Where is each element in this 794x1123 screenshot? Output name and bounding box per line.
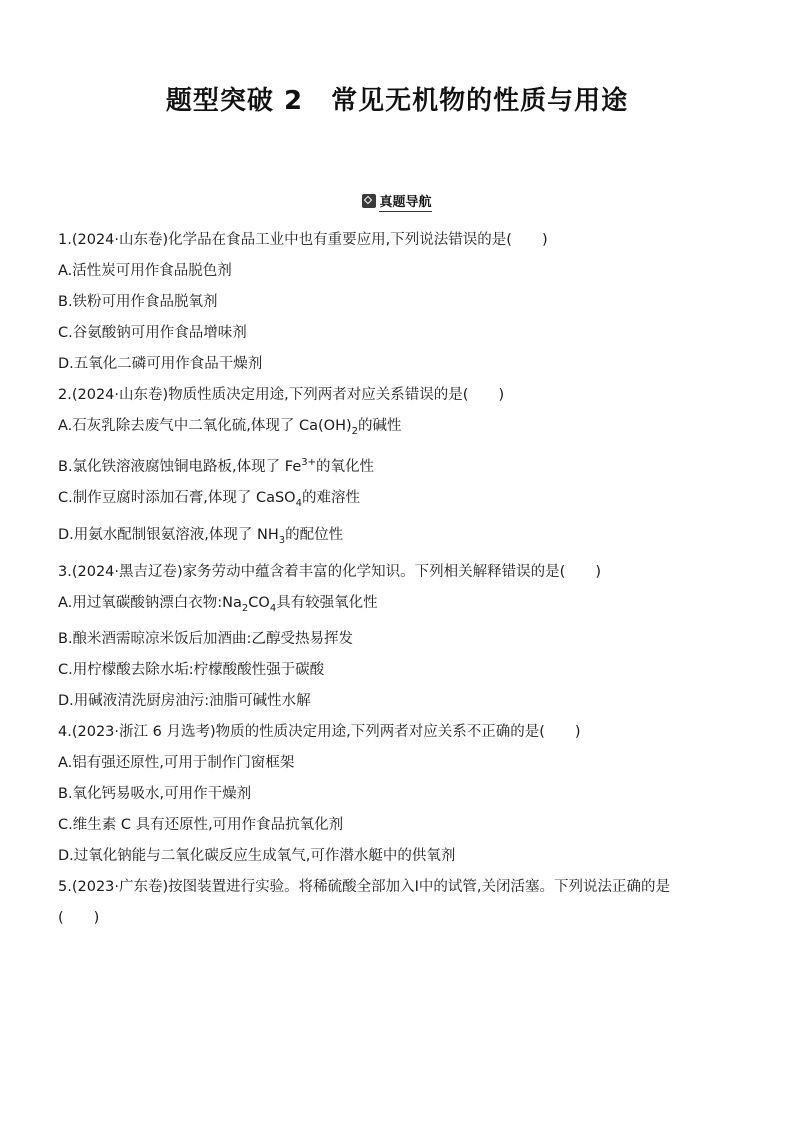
section-label: 真题导航 (379, 195, 432, 210)
diamond-icon (362, 194, 376, 208)
q4-option-a: A.铝有强还原性,可用于制作门窗框架 (58, 755, 295, 772)
q1-option-b: B.铁粉可用作食品脱氧剂 (58, 294, 218, 310)
questions (58, 230, 748, 939)
q3-option-c: C.用柠檬酸去除水垢:柠檬酸酸性强于碳酸 (58, 662, 325, 679)
q3-option-d: D.用碱液清洗厨房油污:油脂可碱性水解 (58, 693, 311, 710)
q4-option-b: B.氧化钙易吸水,可用作干燥剂 (58, 786, 252, 803)
q2-option-c: C.制作豆腐时添加石膏,体现了 CaSO$_4$的难溶性 (58, 489, 360, 509)
q2-option-b: B.氯化铁溶液腐蚀铜电路板,体现了 $Fe^{3+}$的氧化性 (58, 456, 374, 475)
title-part2: 常见无机物的性质与用途 (331, 86, 629, 116)
title-part1: 题型突破 2 (165, 86, 304, 116)
q1-option-c: C.谷氨酸钠可用作食品增味剂 (58, 325, 247, 341)
section-badge (0, 191, 794, 210)
question-2: 2.(2024·山东卷)物质性质决定用途,下列两者对应关系错误的是( ) (58, 387, 505, 403)
q3-option-a: A.用过氧碳酸钠漂白衣物$:Na_2CO_4$具有较强氧化性 (58, 594, 378, 614)
q2-option-d: D.用氨水配制银氨溶液,体现了 $NH_3$的配位性 (58, 526, 344, 546)
q3-option-b: B.酿米酒需晾凉米饭后加酒曲:乙醇受热易挥发 (58, 631, 353, 648)
q1-option-d: D.五氧化二磷可用作食品干燥剂 (58, 356, 263, 372)
q4-option-c: C.维生素 C 具有还原性,可用作食品抗氧化剂 (58, 817, 344, 834)
q2-option-a: A.石灰乳除去废气中二氧化硫,体现了 $Ca(OH)_2$的碱性 (58, 418, 402, 437)
question-5-blank: ( ) (58, 910, 100, 927)
question-4: 4.(2023·浙江 6 月选考)物质的性质决定用途,下列两者对应关系不正确的是( ) (58, 724, 581, 741)
question-1: 1.(2024·山东卷)化学品在食品工业中也有重要应用,下列说法错误的是( ) (58, 232, 548, 248)
question-5: 5.(2023·广东卷)按图装置进行实验。将稀硫酸全部加入Ⅰ中的试管,关闭活塞。下列说法正确的是 (58, 879, 671, 896)
question-3: 3.(2024·黑吉辽卷)家务劳动中蕴含着丰富的化学知识。下列相关解释错误的是( ) (58, 563, 601, 580)
q1-option-a: A.活性炭可用作食品脱色剂 (58, 263, 232, 279)
page-title (0, 80, 794, 117)
q4-option-d: D.过氧化钠能与二氧化碳反应生成氧气,可作潜水艇中的供氧剂 (58, 848, 456, 865)
